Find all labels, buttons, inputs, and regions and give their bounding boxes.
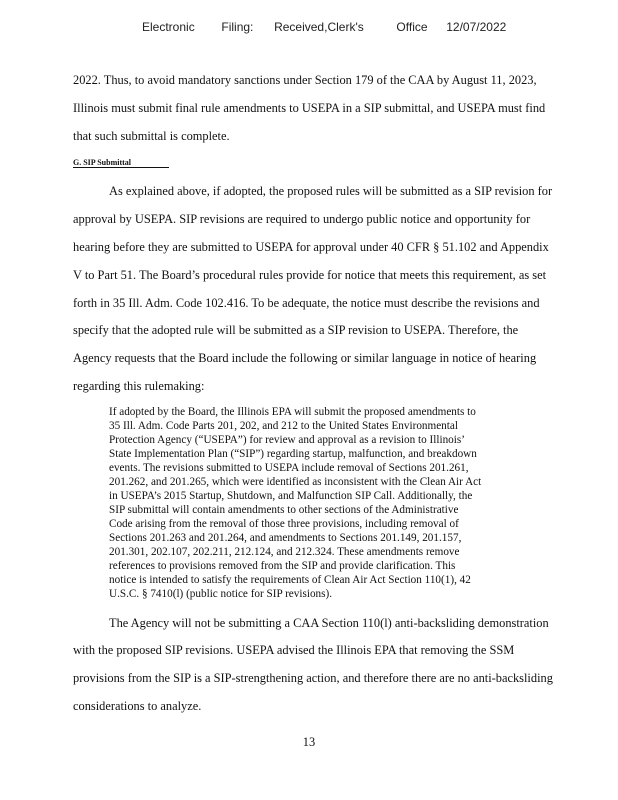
intro-line-2: Illinois must submit final rule amendments to USEPA in a SIP submittal, and USEPA must find — [73, 101, 546, 115]
section-line-5: forth in 35 Ill. Adm. Code 102.416. To be adequate, the notice must describe the revisions and — [73, 296, 540, 310]
notice-line-9: Code arising from the removal of those three provisions, including removal of — [109, 518, 459, 530]
section-line-1: As explained above, if adopted, the proposed rules will be submitted as a SIP revision for — [109, 184, 553, 198]
notice-line-8: SIP submittal will contain amendments to other sections of the Administrative — [109, 504, 459, 516]
header-office: Office — [396, 20, 428, 34]
closing-line-2: with the proposed SIP revisions. USEPA advised the Illinois EPA that removing the SSM — [73, 643, 515, 657]
header-date: 12/07/2022 — [446, 20, 507, 34]
notice-line-5: events. The revisions submitted to USEPA include removal of Sections 201.261, — [109, 462, 469, 474]
header-electronic: Electronic — [142, 20, 195, 34]
section-heading: G. SIP Submittal — [73, 158, 169, 168]
closing-line-4: considerations to analyze. — [73, 699, 202, 713]
notice-line-6: 201.262, and 201.265, which were identified as inconsistent with the Clean Air Act — [109, 476, 482, 488]
header-filing: Filing: — [221, 20, 254, 34]
notice-line-12: references to provisions removed from the SIP and provide clarification. This — [109, 560, 456, 572]
section-line-4: V to Part 51. The Board’s procedural rules provide for notice that meets this requirement, as set — [73, 268, 547, 282]
notice-line-10: Sections 201.263 and 201.264, and amendments to Sections 201.149, 201.157, — [109, 532, 462, 544]
section-line-6: specify that the adopted rule will be submitted as a SIP revision to USEPA. Therefore, the — [73, 323, 519, 337]
closing-line-1: The Agency will not be submitting a CAA Section 110(l) anti-backsliding demonstration — [109, 616, 549, 630]
section-line-8: regarding this rulemaking: — [73, 379, 205, 393]
notice-line-13: notice is intended to satisfy the requirements of Clean Air Act Section 110(1), 42 — [109, 574, 471, 586]
notice-line-4: State Implementation Plan (“SIP”) regarding startup, malfunction, and breakdown — [109, 448, 477, 460]
filing-header — [142, 20, 506, 34]
section-line-2: approval by USEPA. SIP revisions are required to undergo public notice and opportunity for — [73, 212, 531, 226]
closing-line-3: provisions from the SIP is a SIP-strengthening action, and therefore there are no anti-backsliding — [73, 671, 553, 685]
notice-line-1: If adopted by the Board, the Illinois EPA will submit the proposed amendments to — [109, 406, 476, 418]
header-received-clerks: Received,Clerk's — [274, 20, 364, 34]
notice-line-3: Protection Agency (“USEPA”) for review and approval as a revision to Illinois’ — [109, 434, 465, 446]
intro-line-1: 2022. Thus, to avoid mandatory sanctions under Section 179 of the CAA by August 11, 2023, — [73, 73, 537, 87]
notice-line-11: 201.301, 202.107, 202.211, 212.124, and 212.324. These amendments remove — [109, 546, 460, 558]
notice-line-7: in USEPA’s 2015 Startup, Shutdown, and Malfunction SIP Call. Additionally, the — [109, 490, 473, 502]
notice-line-2: 35 Ill. Adm. Code Parts 201, 202, and 212 to the United States Environmental — [109, 420, 458, 432]
page-number: 13 — [302, 735, 316, 749]
section-line-7: Agency requests that the Board include the following or similar language in notice of hearing — [73, 351, 537, 365]
section-line-3: hearing before they are submitted to USEPA for approval under 40 CFR § 51.102 and Appendix — [73, 240, 549, 254]
intro-line-3: that such submittal is complete. — [73, 129, 230, 143]
notice-line-14: U.S.C. § 7410(l) (public notice for SIP revisions). — [109, 588, 333, 600]
